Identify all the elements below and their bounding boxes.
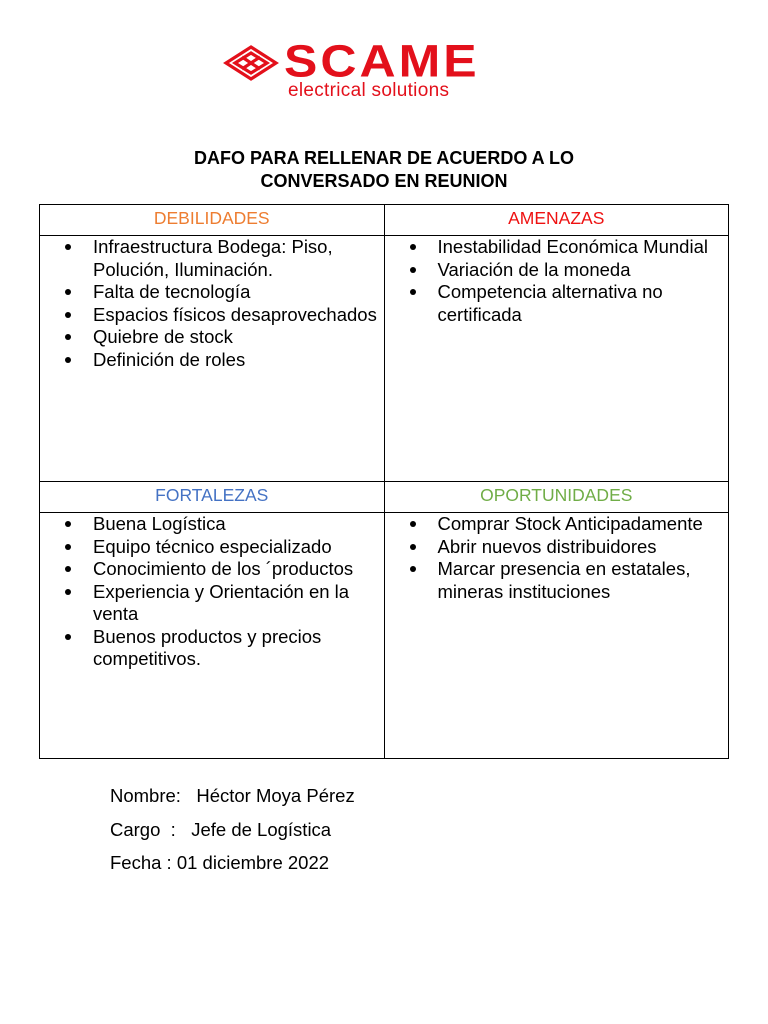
list-item: Falta de tecnología (93, 281, 384, 304)
amenazas-cell (384, 236, 729, 482)
fortalezas-list (40, 513, 384, 671)
list-item: Buenos productos y precios competitivos. (93, 626, 384, 671)
list-item: Definición de roles (93, 349, 384, 372)
oportunidades-heading: OPORTUNIDADES (480, 485, 633, 505)
debilidades-heading: DEBILIDADES (153, 208, 270, 228)
oportunidades-list (385, 513, 729, 603)
amenazas-header-cell (384, 205, 729, 236)
list-item: Equipo técnico especializado (93, 536, 384, 559)
oportunidades-header-cell (384, 482, 729, 513)
list-item: Variación de la moneda (438, 259, 729, 282)
list-item: Quiebre de stock (93, 326, 384, 349)
oportunidades-cell (384, 513, 729, 759)
list-item: Espacios físicos desaprovechados (93, 304, 384, 327)
list-item: Abrir nuevos distribuidores (438, 536, 729, 559)
list-item: Conocimiento de los ´productos (93, 558, 384, 581)
list-item: Inestabilidad Económica Mundial (438, 236, 729, 259)
list-item: Experiencia y Orientación en la venta (93, 581, 384, 626)
brand-tagline: electrical solutions (288, 80, 450, 101)
cargo-line: Cargo : Jefe de Logística (110, 819, 332, 840)
nombre-line: Nombre: Héctor Moya Pérez (110, 785, 355, 806)
amenazas-heading: AMENAZAS (508, 208, 605, 228)
fortalezas-cell (40, 513, 385, 759)
list-item: Comprar Stock Anticipadamente (438, 513, 729, 536)
scame-diamond-logo-icon (222, 44, 280, 84)
list-item: Competencia alternativa no certificada (438, 281, 729, 326)
list-item: Buena Logística (93, 513, 384, 536)
company-logo (222, 35, 532, 104)
brand-name: SCAME (284, 35, 480, 87)
amenazas-list (385, 236, 729, 326)
list-item: Marcar presencia en estatales, mineras instituciones (438, 558, 729, 603)
page-title-line-1: DAFO PARA RELLENAR DE ACUERDO A LO (194, 148, 574, 168)
list-item: Infraestructura Bodega: Piso, Polución, Iluminación. (93, 236, 384, 281)
debilidades-list (40, 236, 384, 371)
page-title-line-2: CONVERSADO EN REUNION (260, 171, 508, 191)
fortalezas-heading: FORTALEZAS (155, 485, 269, 505)
debilidades-cell (40, 236, 385, 482)
dafo-table (39, 204, 729, 759)
fortalezas-header-cell (40, 482, 385, 513)
debilidades-header-cell (40, 205, 385, 236)
fecha-line: Fecha : 01 diciembre 2022 (110, 852, 330, 873)
